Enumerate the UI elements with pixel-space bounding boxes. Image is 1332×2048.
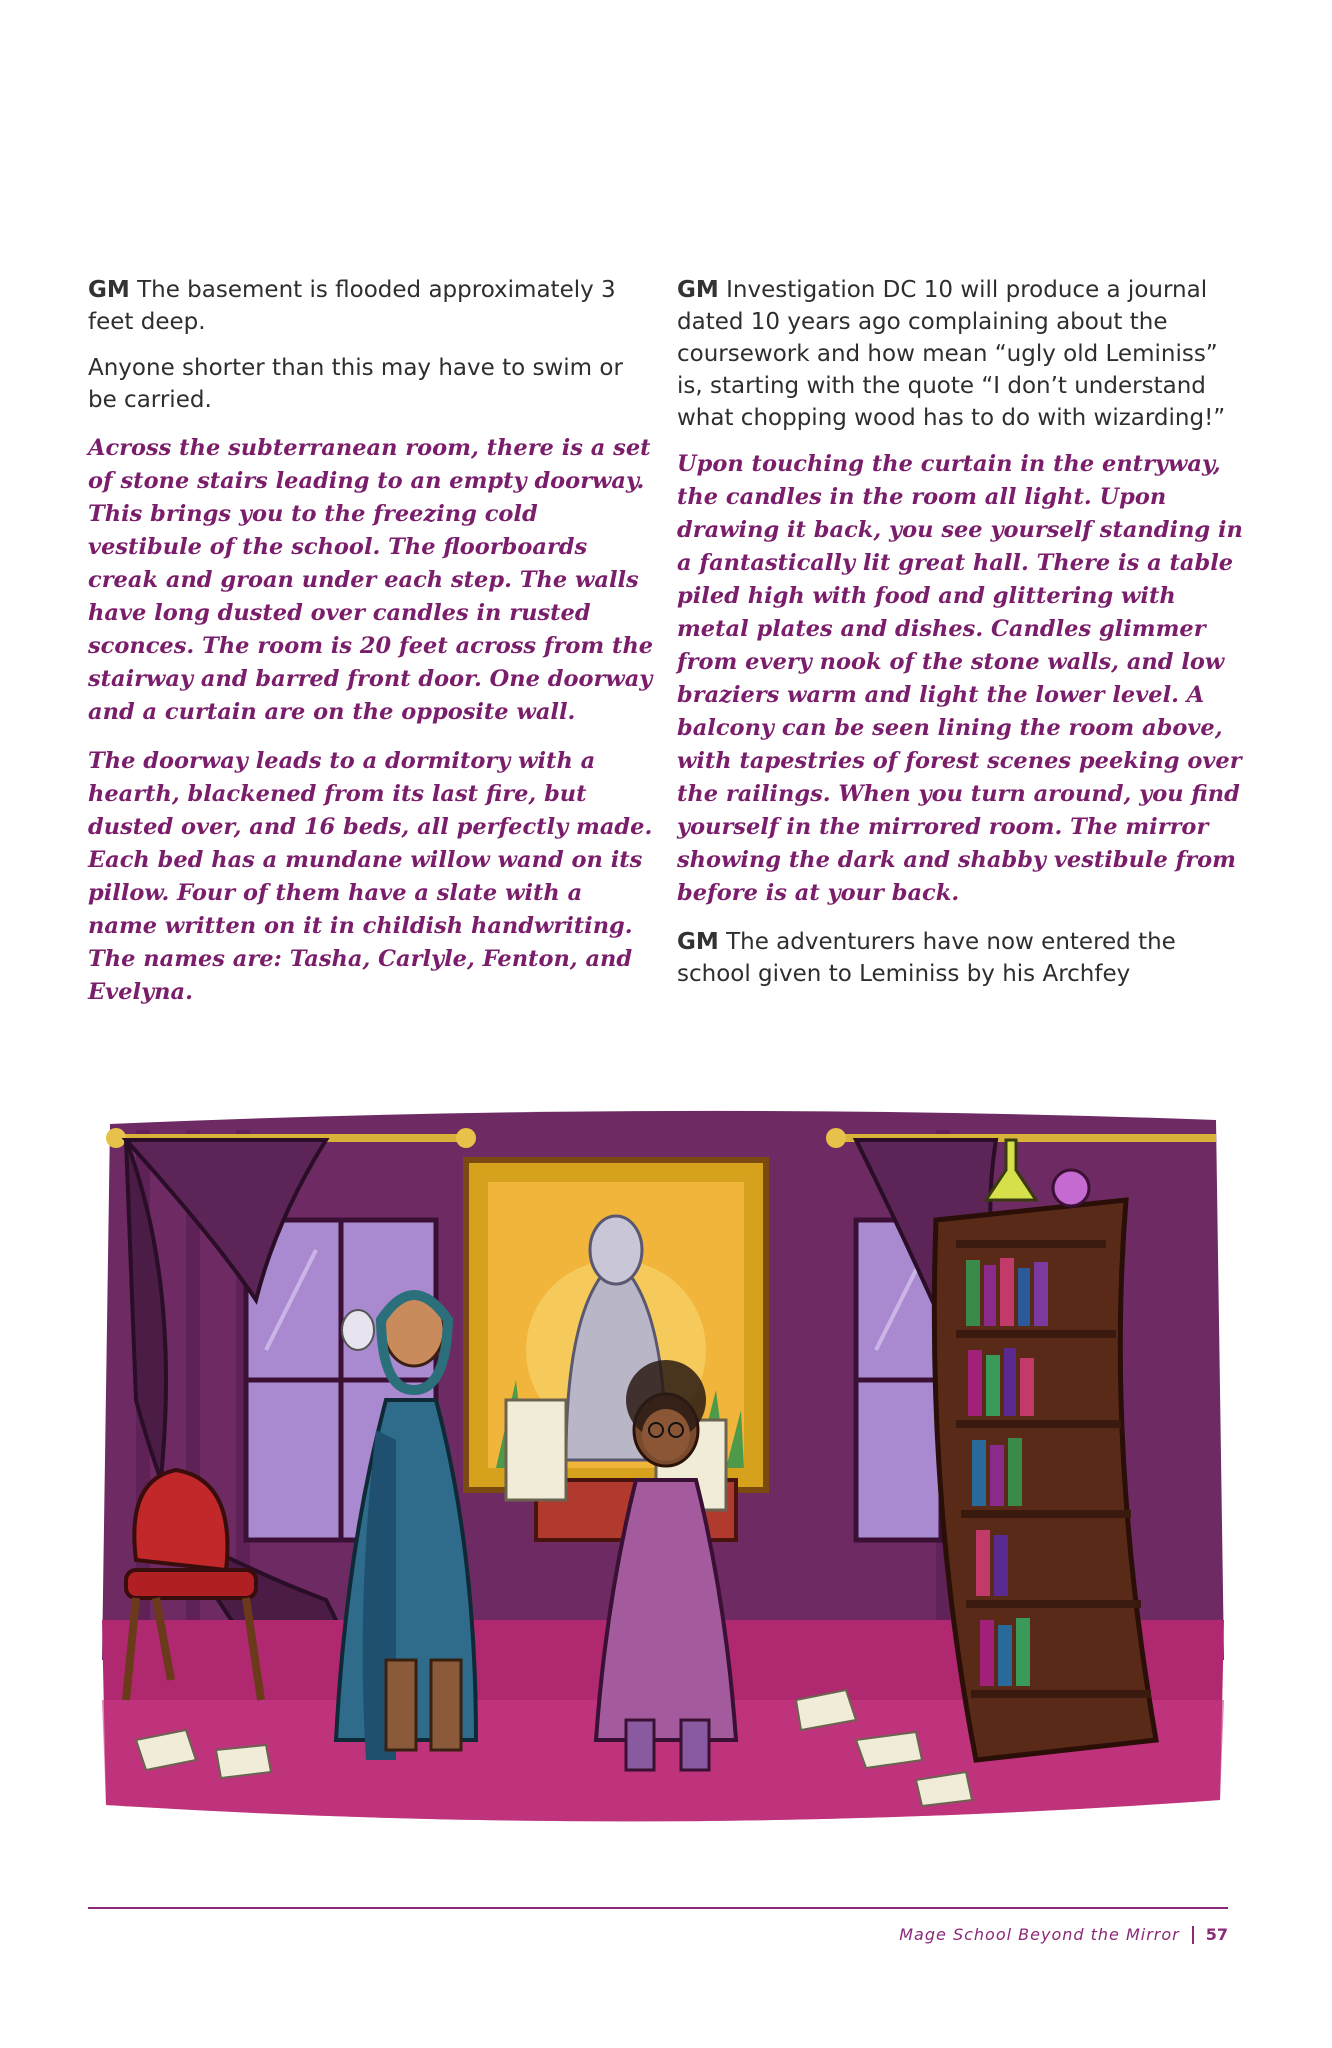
page-number: 57 [1205, 1925, 1228, 1944]
read-aloud-text: Upon touching the curtain in the entryway, the candles in the room all light. Upon drawing it back, you see yourself standing in a fantastically lit great hall. There is a table piled high with food and glittering with metal plates and dishes. Candles glimmer from every nook of the stone walls, and low braziers warm and light the lower level. A balcony can be seen lining the room above, with tapestries of forest scenes peeking over the railings. When you turn around, you find yourself in the mirrored room. The mirror showing the dark and shabby vestibule from before is at your back. [677, 451, 1243, 906]
gm-tag: GM [677, 277, 719, 303]
gm-note-text: The basement is flooded approximately 3 feet deep. [88, 277, 616, 335]
left-column [88, 274, 658, 1025]
right-column [677, 274, 1247, 1004]
footer-rule [88, 1907, 1228, 1909]
read-aloud-text: The doorway leads to a dormitory with a hearth, blackened from its last fire, but dusted over, and 16 beds, all perfectly made. Each bed has a mundane willow wand on its pillow. Four of them have a slate with a name written on it in childish handwriting. The names are: Tasha, Carlyle, Fenton, and Evelyna. [88, 748, 653, 1005]
gm-note-text: Investigation DC 10 will produce a journal dated 10 years ago complaining about the coursework and how mean “ugly old Leminiss” is, starting with the quote “I don’t understand what chopping wood has to do with wizarding!” [677, 277, 1226, 431]
gm-tag: GM [88, 277, 130, 303]
gm-note-text: The adventurers have now entered the school given to Leminiss by his Archfey [677, 929, 1176, 987]
page-footer [899, 1925, 1228, 1944]
gm-note [677, 926, 1247, 990]
gm-tag: GM [677, 929, 719, 955]
illustration-mirrored-room [96, 1100, 1230, 1846]
gm-note [88, 274, 658, 338]
body-paragraph: Anyone shorter than this may have to swim or be carried. [88, 355, 623, 413]
read-aloud-text: Across the subterranean room, there is a set of stone stairs leading to an empty doorway. This brings you to the freezing cold vestibule of the school. The floorboards creak and groan under each step. The walls have long dusted over candles in rusted sconces. The room is 20 feet across from the stairway and barred front door. One doorway and a curtain are on the opposite wall. [88, 435, 654, 725]
book-title: Mage School Beyond the Mirror [899, 1925, 1180, 1944]
footer-separator [1192, 1926, 1194, 1944]
gm-note [677, 274, 1247, 434]
